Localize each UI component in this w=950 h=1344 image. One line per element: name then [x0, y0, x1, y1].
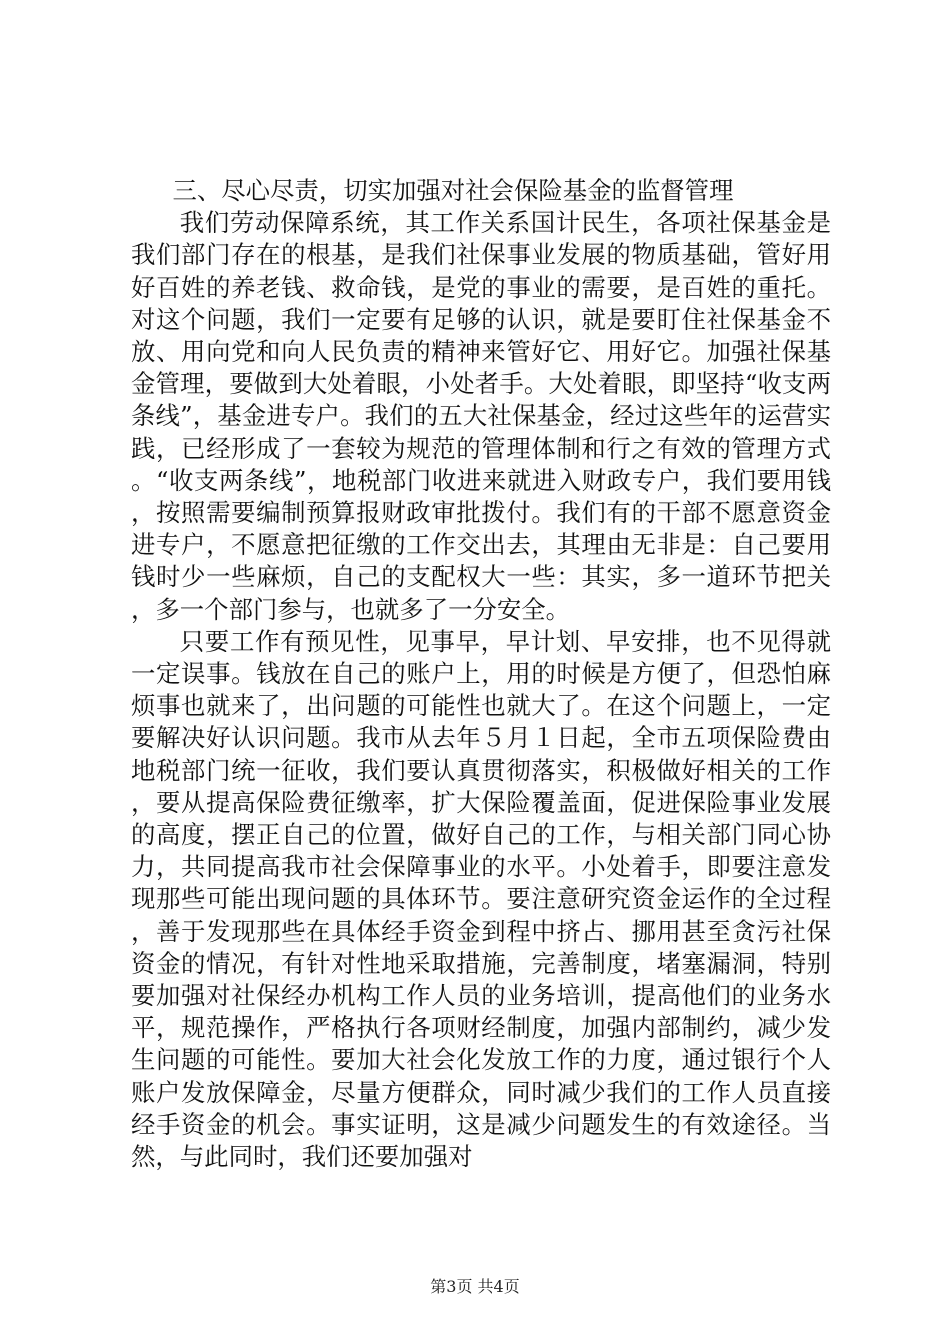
body-paragraph-1: 我们劳动保障系统，其工作关系国计民生，各项社保基金是我们部门存在的根基，是我们社保事业发展的物质基础，管好用好百姓的养老钱、救命钱，是党的事业的需要，是百姓的重托。对这个问题，我们一定要有足够的认识，就是要盯住社保基金不放、用向党和向人民负责的精神来管好它、用好它。加强社保基金管理，要做到大处着眼，小处者手。大处着眼，即坚持“收支两条线”，基金进专户。我们的五大社保基金，经过这些年的运营实践，已经形成了一套较为规范的管理体制和行之有效的管理方式。“收支两条线”，地税部门收进来就进入财政专户，我们要用钱，按照需要编制预算报财政审批拨付。我们有的干部不愿意资金进专户，不愿意把征缴的工作交出去，其理由无非是：自己要用钱时少一些麻烦，自己的支配权大一些：其实，多一道环节把关，多一个部门参与，也就多了一分安全。: [131, 208, 831, 624]
document-body: [131, 175, 831, 1173]
section-heading: 三、尽心尽责，切实加强对社会保险基金的监督管理: [172, 176, 734, 205]
body-paragraph-2: 只要工作有预见性，见事早，早计划、早安排，也不见得就一定误事。钱放在自己的账户上，用的时候是方便了，但恐怕麻烦事也就来了，出问题的可能性也就大了。在这个问题上，一定要解决好认识问题。我市从去年５月１日起，全市五项保险费由地税部门统一征收，我们要认真贯彻落实，积极做好相关的工作，要从提高保险费征缴率，扩大保险覆盖面，促进保险事业发展的高度，摆正自己的位置，做好自己的工作，与相关部门同心协力，共同提高我市社会保障事业的水平。小处着手，即要注意发现那些可能出现问题的具体环节。要注意研究资金运作的全过程，善于发现那些在具体经手资金到程中挤占、挪用甚至贪污社保资金的情况，有针对性地采取措施，完善制度，堵塞漏洞，特别要加强对社保经办机构工作人员的业务培训，提高他们的业务水平，规范操作，严格执行各项财经制度，加强内部制约，减少发生问题的可能性。要加大社会化发放工作的力度，通过银行个人账户发放保障金，尽量方便群众，同时减少我们的工作人员直接经手资金的机会。事实证明，这是减少问题发生的有效途径。当然，与此同时，我们还要加强对: [131, 626, 831, 1172]
page-footer: 第3页 共4页: [430, 1277, 520, 1296]
